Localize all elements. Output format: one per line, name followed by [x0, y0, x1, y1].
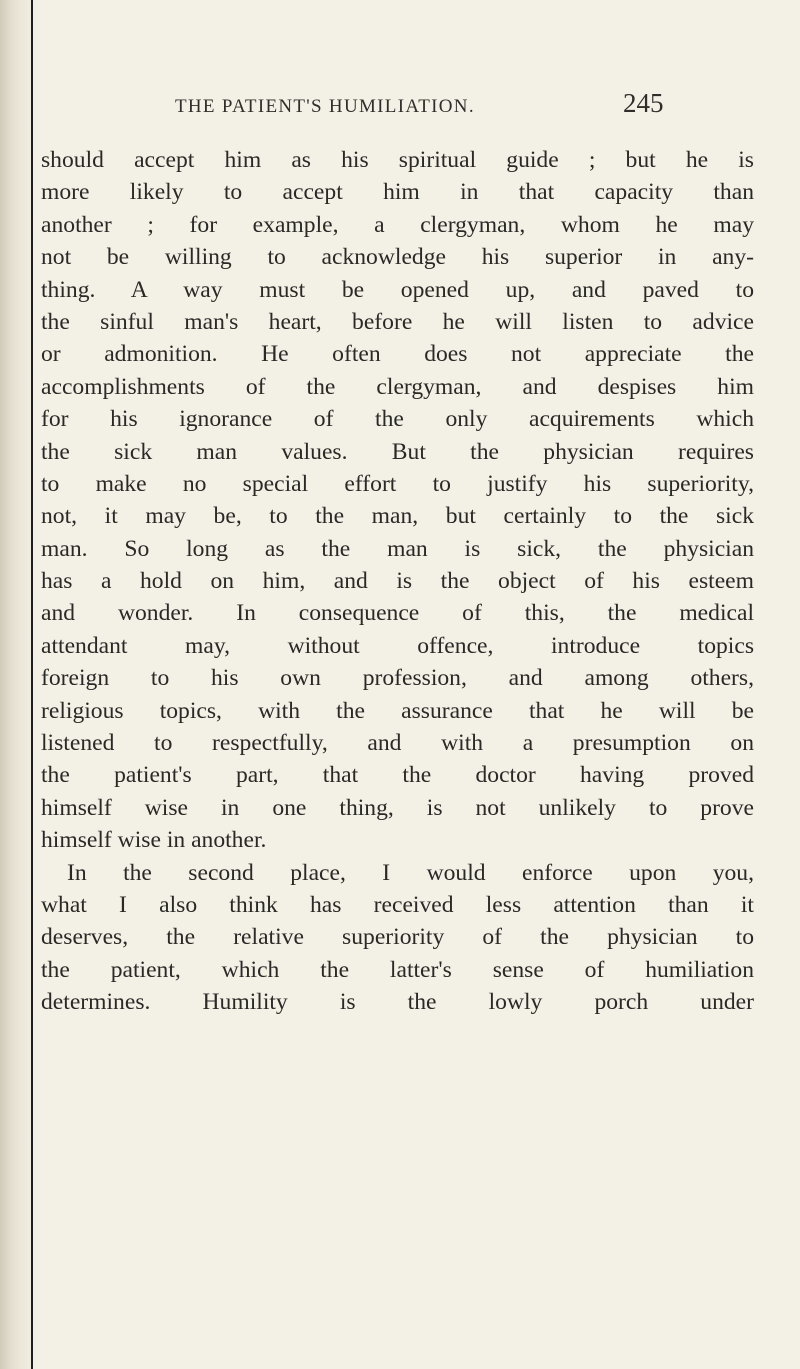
body-text	[41, 144, 786, 1019]
running-head: THE PATIENT'S HUMILIATION.	[175, 96, 475, 117]
text-line: for his ignorance of the only acquirements which	[41, 406, 754, 433]
text-line: the sinful man's heart, before he will listen to advice	[41, 308, 754, 335]
text-line: and wonder. In consequence of this, the medical	[41, 600, 754, 627]
text-line: the patient's part, that the doctor having proved	[41, 762, 754, 789]
text-line: has a hold on him, and is the object of his esteem	[41, 568, 754, 595]
text-line: determines. Humility is the lowly porch under	[41, 989, 754, 1016]
page-number: 245	[623, 88, 664, 118]
text-line: not, it may be, to the man, but certainly to the sick	[41, 503, 754, 530]
text-line: In the second place, I would enforce upon you,	[67, 859, 754, 886]
text-line: himself wise in one thing, is not unlikely to prove	[41, 794, 754, 821]
text-line: to make no special effort to justify his superiority,	[41, 470, 754, 497]
binding-edge	[31, 0, 33, 1369]
text-line: the patient, which the latter's sense of humiliation	[41, 956, 754, 983]
text-line: what I also think has received less attention than it	[41, 891, 754, 918]
text-line: listened to respectfully, and with a presumption on	[41, 730, 754, 757]
text-line: should accept him as his spiritual guide ; but he is	[41, 147, 754, 173]
text-line: accomplishments of the clergyman, and despises him	[41, 373, 754, 400]
text-line: religious topics, with the assurance that he will be	[41, 697, 754, 724]
text-line: more likely to accept him in that capacity than	[41, 179, 754, 206]
text-line: or admonition. He often does not appreciate the	[41, 341, 754, 368]
text-line: himself wise in another.	[41, 827, 267, 854]
text-line: not be willing to acknowledge his superior in any-	[41, 244, 754, 271]
text-line: another ; for example, a clergyman, whom he may	[41, 211, 754, 238]
text-line: foreign to his own profession, and among others,	[41, 665, 754, 692]
text-line: the sick man values. But the physician requires	[41, 438, 754, 465]
text-line: thing. A way must be opened up, and paved to	[41, 276, 754, 303]
text-line: attendant may, without offence, introduce topics	[41, 632, 754, 659]
text-line: man. So long as the man is sick, the physician	[41, 535, 754, 562]
book-page	[38, 0, 788, 1369]
text-line: deserves, the relative superiority of the physician to	[41, 924, 754, 951]
page-header	[38, 88, 788, 128]
